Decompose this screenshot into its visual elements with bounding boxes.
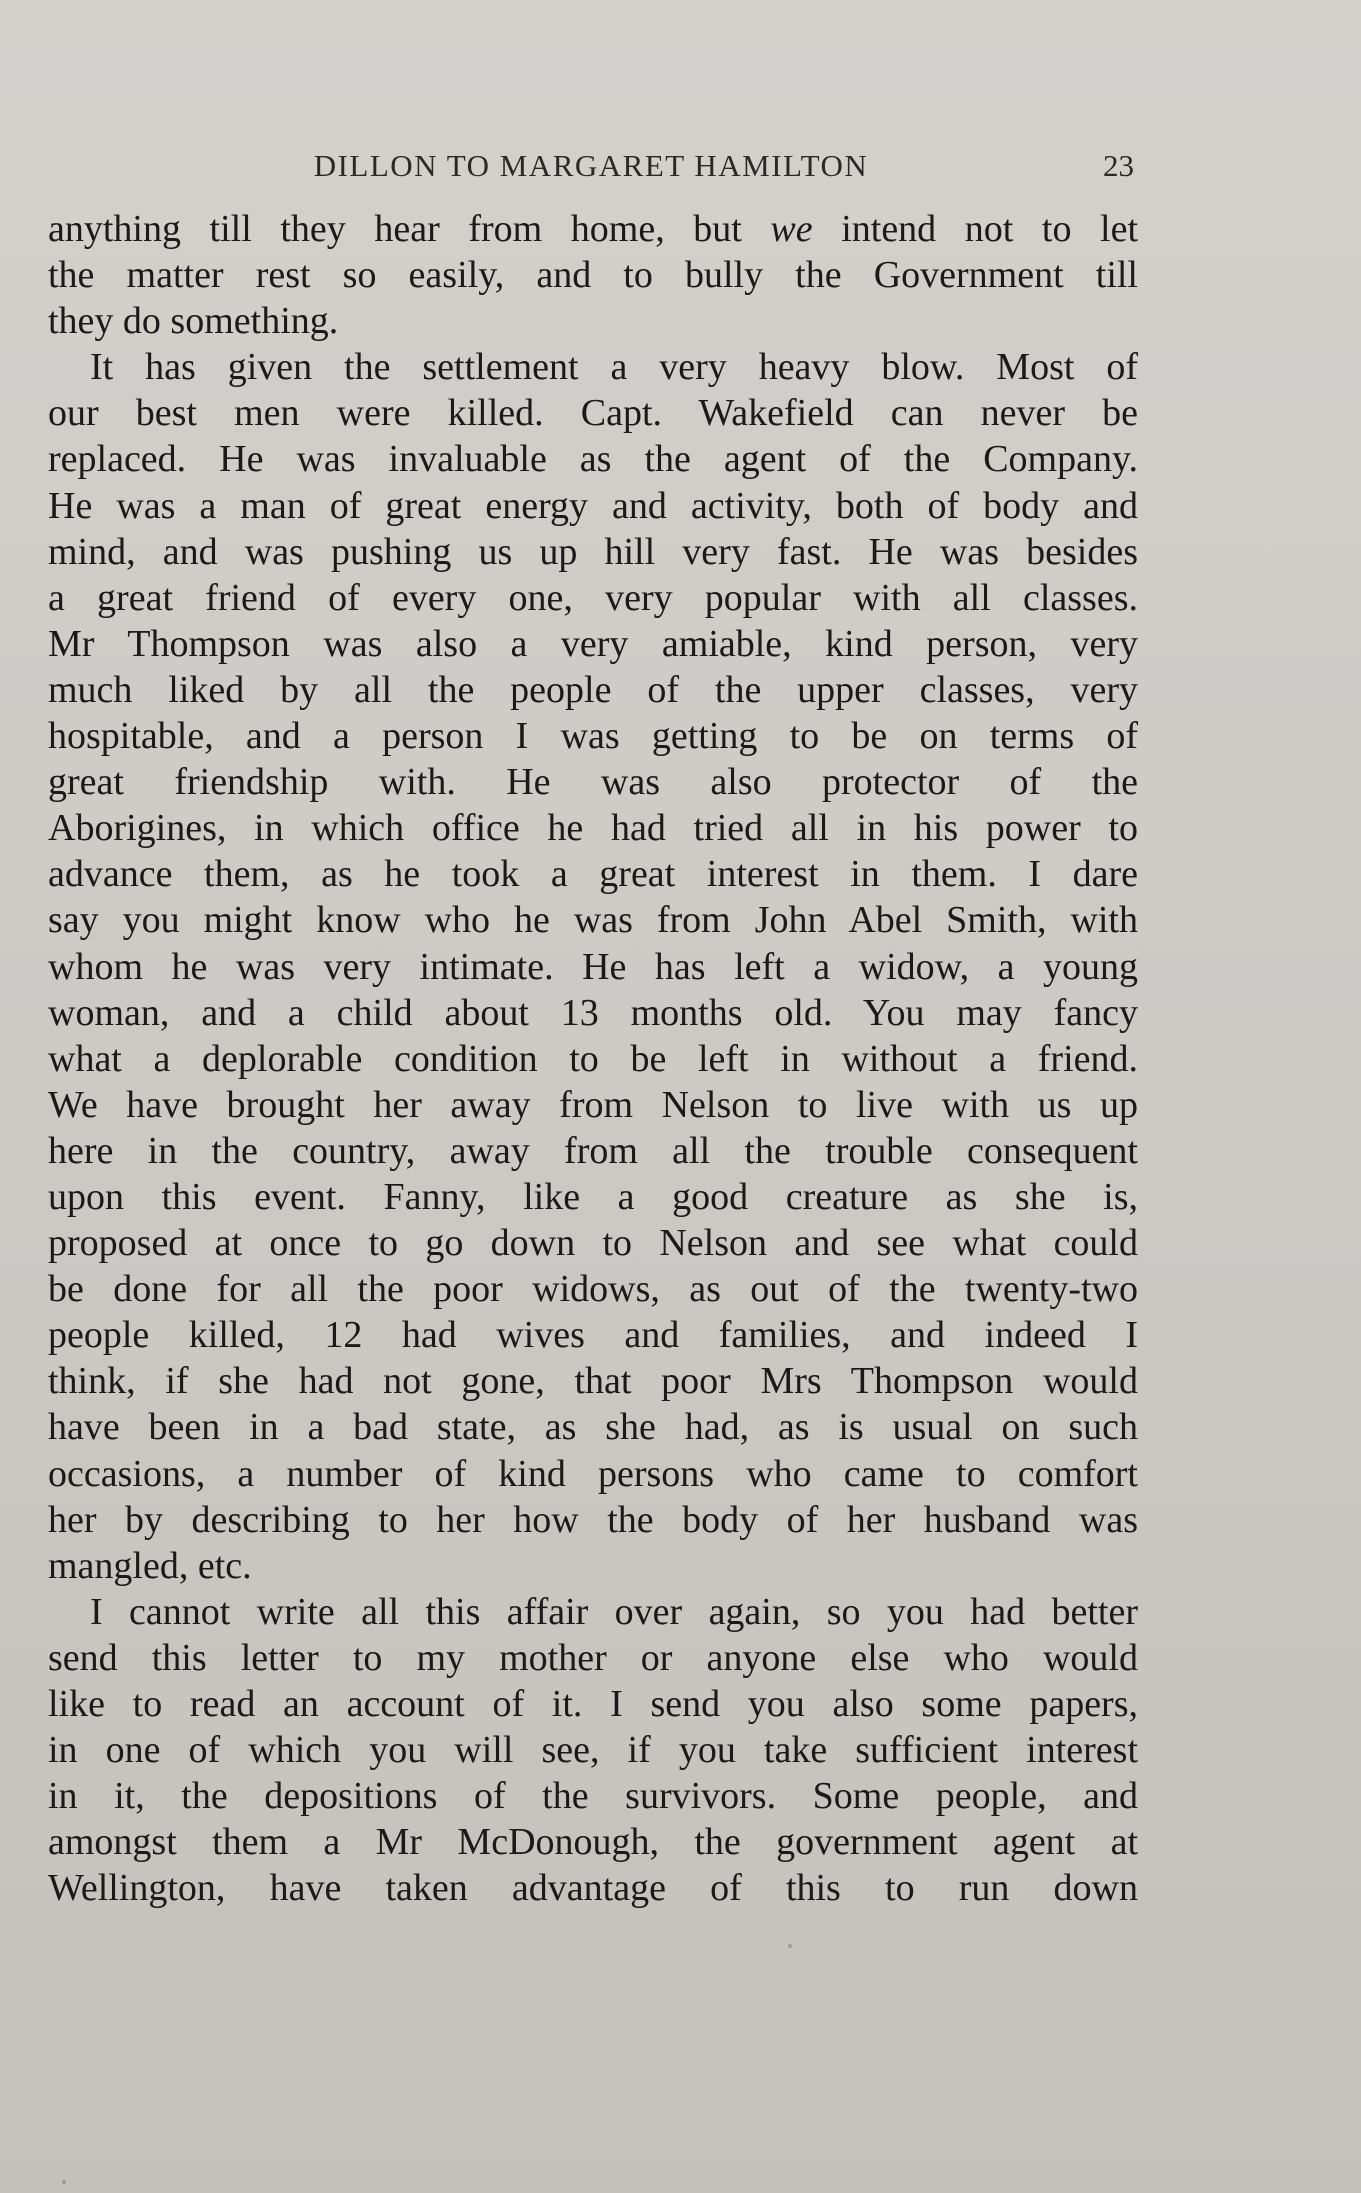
text-line: mind, and was pushing us up hill very fast. He was besides xyxy=(48,530,1138,573)
text-line: say you might know who he was from John Abel Smith, with xyxy=(48,899,1138,942)
page-number: 23 xyxy=(1103,148,1134,183)
text-line: much liked by all the people of the upper classes, very xyxy=(48,668,1138,711)
text-line: people killed, 12 had wives and families, and indeed I xyxy=(48,1314,1138,1357)
text-line: Aborigines, in which office he had tried all in his power to xyxy=(48,807,1138,850)
text-line: in it, the depositions of the survivors. Some people, and xyxy=(48,1775,1138,1818)
text-line: send this letter to my mother or anyone else who would xyxy=(48,1636,1138,1679)
paper-speck xyxy=(788,1944,792,1948)
text-line: whom he was very intimate. He has left a widow, a young xyxy=(48,945,1138,988)
text-line: like to read an account of it. I send you also some papers, xyxy=(48,1683,1138,1725)
text-line: in one of which you will see, if you take sufficient interest xyxy=(48,1729,1138,1772)
paper-speck xyxy=(62,2180,66,2184)
text-line: think, if she had not gone, that poor Mrs Thompson would xyxy=(48,1360,1138,1403)
emphasis-we: we xyxy=(770,208,813,250)
text-line: mangled, etc. xyxy=(48,1544,252,1587)
text-line: be done for all the poor widows, as out of the twenty-two xyxy=(48,1268,1138,1311)
text-line: the matter rest so easily, and to bully the Government till xyxy=(48,254,1138,297)
text-line: I cannot write all this affair over again, so you had better xyxy=(90,1590,1138,1633)
text-line: Wellington, have taken advantage of this to run down xyxy=(48,1867,1138,1910)
text-line: a great friend of every one, very popular with all classes. xyxy=(48,576,1138,619)
text-line: proposed at once to go down to Nelson and see what could xyxy=(48,1222,1138,1265)
text-line: advance them, as he took a great interest in them. I dare xyxy=(48,853,1138,896)
text-line: what a deplorable condition to be left in without a friend. xyxy=(48,1037,1138,1080)
text-line: woman, and a child about 13 months old. You may fancy xyxy=(48,991,1138,1034)
text-line: Mr Thompson was also a very amiable, kind person, very xyxy=(48,622,1138,665)
text-line: amongst them a Mr McDonough, the government agent at xyxy=(48,1821,1138,1864)
text-line: they do something. xyxy=(48,300,339,343)
text-line: her by describing to her how the body of her husband was xyxy=(48,1498,1138,1541)
text-line: We have brought her away from Nelson to live with us up xyxy=(48,1083,1138,1126)
text-line: our best men were killed. Capt. Wakefield can never be xyxy=(48,392,1138,435)
running-head xyxy=(48,148,1134,188)
running-title: DILLON TO MARGARET HAMILTON xyxy=(313,148,869,183)
text-line: occasions, a number of kind persons who came to comfort xyxy=(48,1452,1138,1495)
text-line: hospitable, and a person I was getting to be on terms of xyxy=(48,715,1138,758)
text-line: upon this event. Fanny, like a good creature as she is, xyxy=(48,1175,1138,1218)
text-line: He was a man of great energy and activity, both of body and xyxy=(48,484,1138,527)
text-line: replaced. He was invaluable as the agent of the Company. xyxy=(48,438,1138,481)
text-line: anything till they hear from home, but we intend not to let xyxy=(48,208,1139,250)
text-line: have been in a bad state, as she had, as is usual on such xyxy=(48,1406,1138,1449)
text-line: It has given the settlement a very heavy blow. Most of xyxy=(90,346,1138,389)
text-line: great friendship with. He was also protector of the xyxy=(48,761,1138,804)
text-line: here in the country, away from all the trouble consequent xyxy=(48,1129,1138,1172)
body-text xyxy=(48,206,1138,1911)
